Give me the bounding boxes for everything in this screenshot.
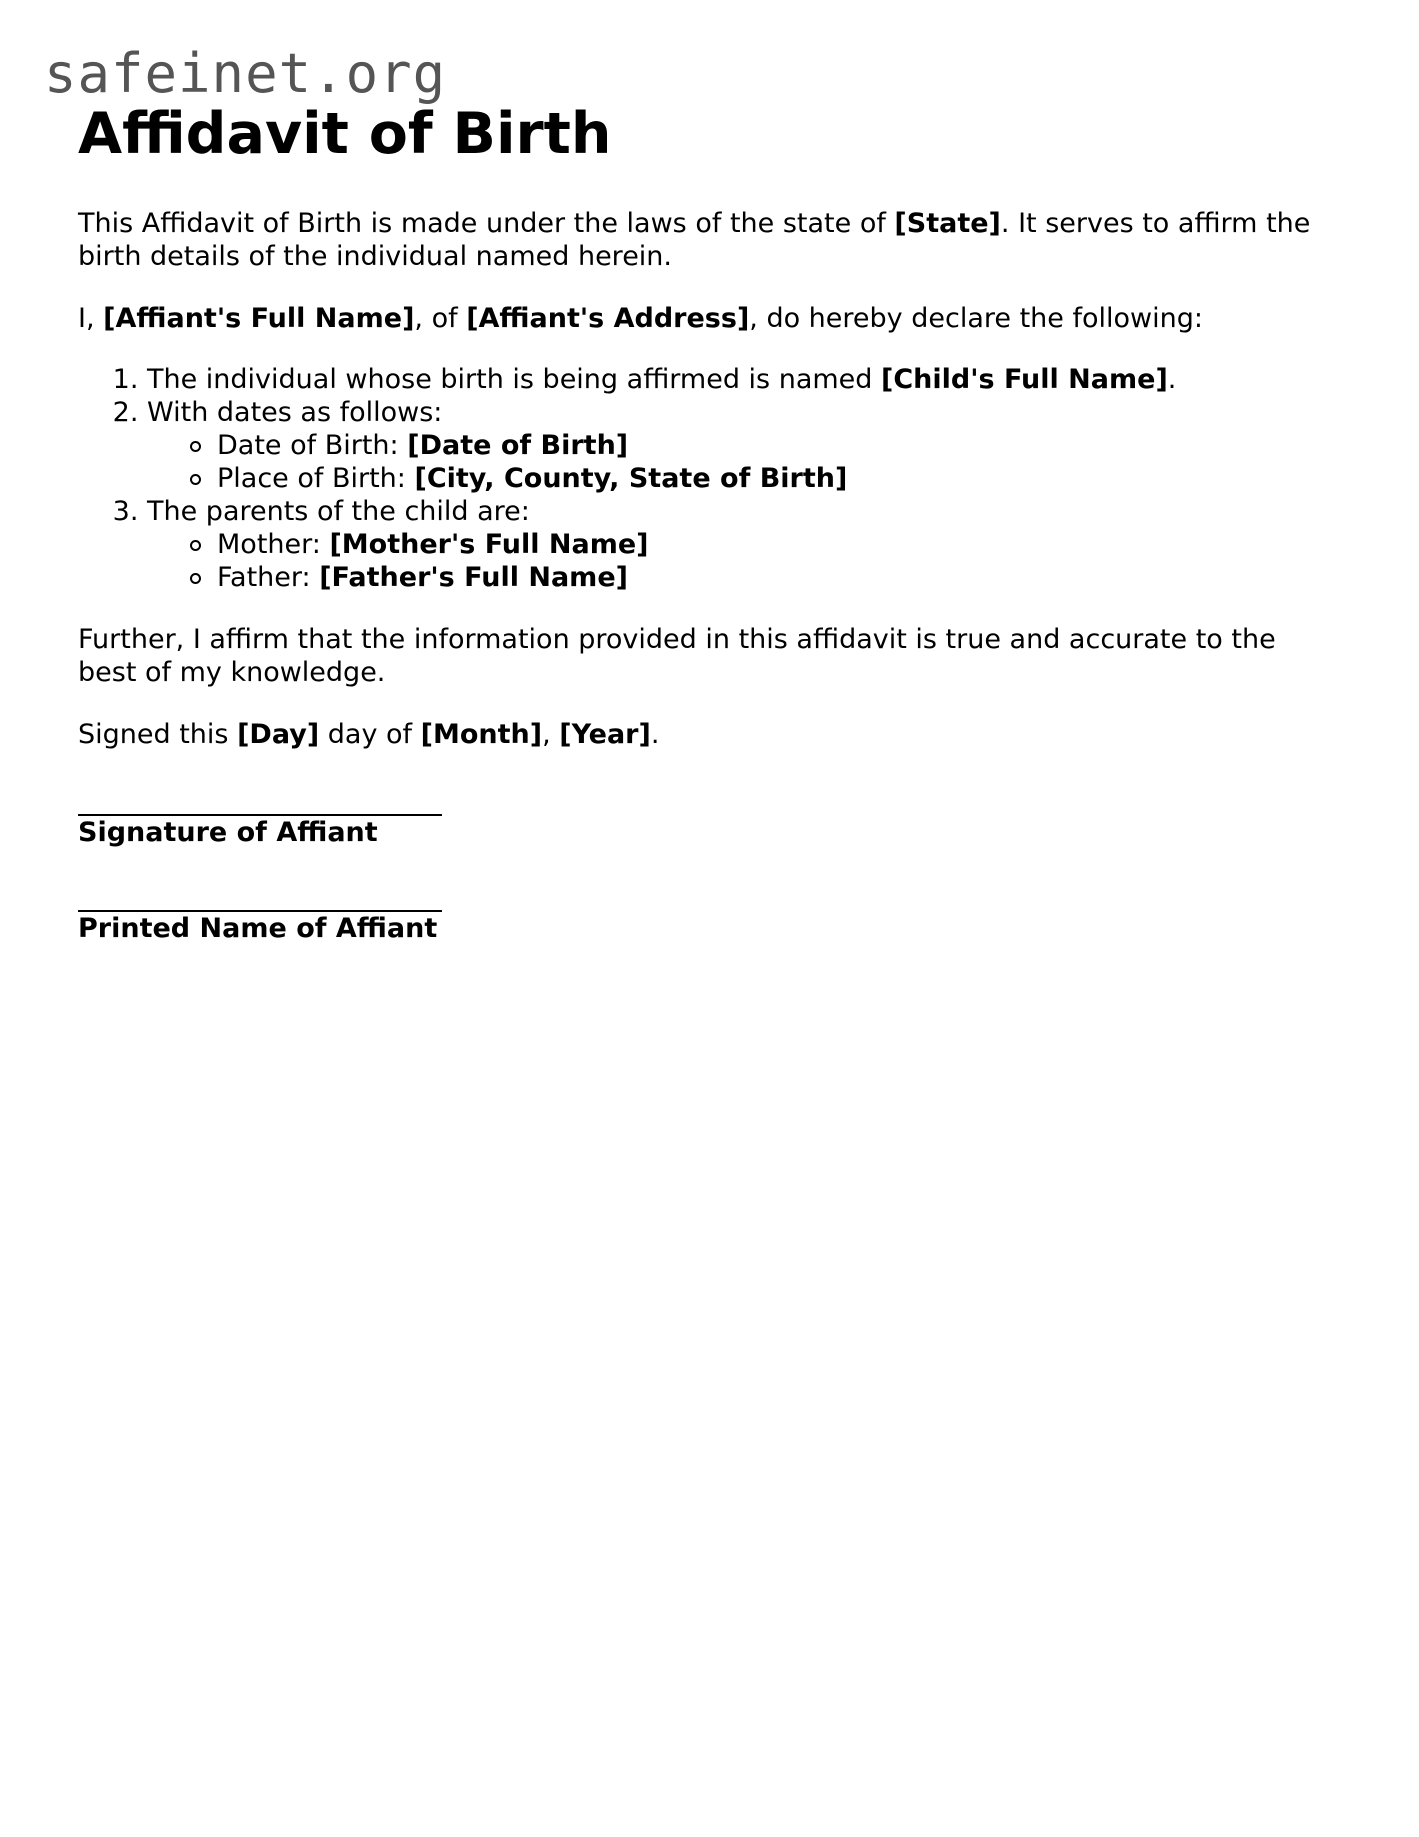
signed-text-1: Signed this <box>78 719 238 750</box>
list-item-dates <box>147 396 1338 495</box>
state-field: [State] <box>894 208 1001 239</box>
father-name-field: [Father's Full Name] <box>319 562 628 593</box>
item-text: The individual whose birth is being affirmed is named <box>147 364 881 395</box>
declaration-text-3: , do hereby declare the following: <box>749 303 1203 334</box>
year-field: [Year] <box>559 719 651 750</box>
sub-label: Father: <box>217 562 320 593</box>
signed-text-2: day of <box>319 719 421 750</box>
further-paragraph: Further, I affirm that the information provided in this affidavit is true and accurate to the best of my knowledge. <box>78 624 1276 688</box>
list-item-child-name <box>147 363 1338 396</box>
signature-line <box>78 784 442 816</box>
document-page <box>78 96 1338 945</box>
sublist-item-date-of-birth <box>217 429 1338 462</box>
declaration-text-1: I, <box>78 303 104 334</box>
affiant-address-field: [Affiant's Address] <box>466 303 750 334</box>
printed-name-label: Printed Name of Affiant <box>78 913 438 944</box>
sub-label: Place of Birth: <box>217 463 415 494</box>
month-field: [Month] <box>420 719 543 750</box>
document-title: Affidavit of Birth <box>78 101 612 167</box>
mother-name-field: [Mother's Full Name] <box>329 529 649 560</box>
signed-text-4: . <box>650 719 660 750</box>
item-text: The parents of the child are: <box>147 496 530 527</box>
sub-label: Date of Birth: <box>217 430 408 461</box>
intro-text-1: This Affidavit of Birth is made under the laws of the state of <box>78 208 895 239</box>
parents-sublist <box>147 528 1338 594</box>
sublist-item-mother <box>217 528 1338 561</box>
signature-label: Signature of Affiant <box>78 817 378 848</box>
printed-name-line <box>78 880 442 912</box>
list-item-parents <box>147 495 1338 594</box>
child-name-field: [Child's Full Name] <box>881 364 1168 395</box>
declaration-text-2: , of <box>414 303 467 334</box>
intro-text-2: . It serves to affirm the birth details of the individual named herein. <box>78 208 1311 272</box>
affiant-name-field: [Affiant's Full Name] <box>103 303 415 334</box>
item-suffix: . <box>1167 364 1177 395</box>
signature-block <box>78 784 1338 849</box>
watermark: safeinet.org <box>44 42 447 105</box>
item-text: With dates as follows: <box>147 397 443 428</box>
sub-label: Mother: <box>217 529 330 560</box>
sublist-item-place-of-birth <box>217 462 1338 495</box>
printed-name-block <box>78 880 1338 945</box>
place-of-birth-field: [City, County, State of Birth] <box>414 463 848 494</box>
signed-paragraph <box>78 718 1338 751</box>
day-field: [Day] <box>237 719 320 750</box>
sublist-item-father <box>217 561 1338 594</box>
intro-paragraph <box>78 207 1338 273</box>
dates-sublist <box>147 429 1338 495</box>
declaration-paragraph <box>78 302 1338 335</box>
signed-text-3: , <box>542 719 560 750</box>
date-of-birth-field: [Date of Birth] <box>407 430 629 461</box>
declaration-list <box>78 363 1338 594</box>
